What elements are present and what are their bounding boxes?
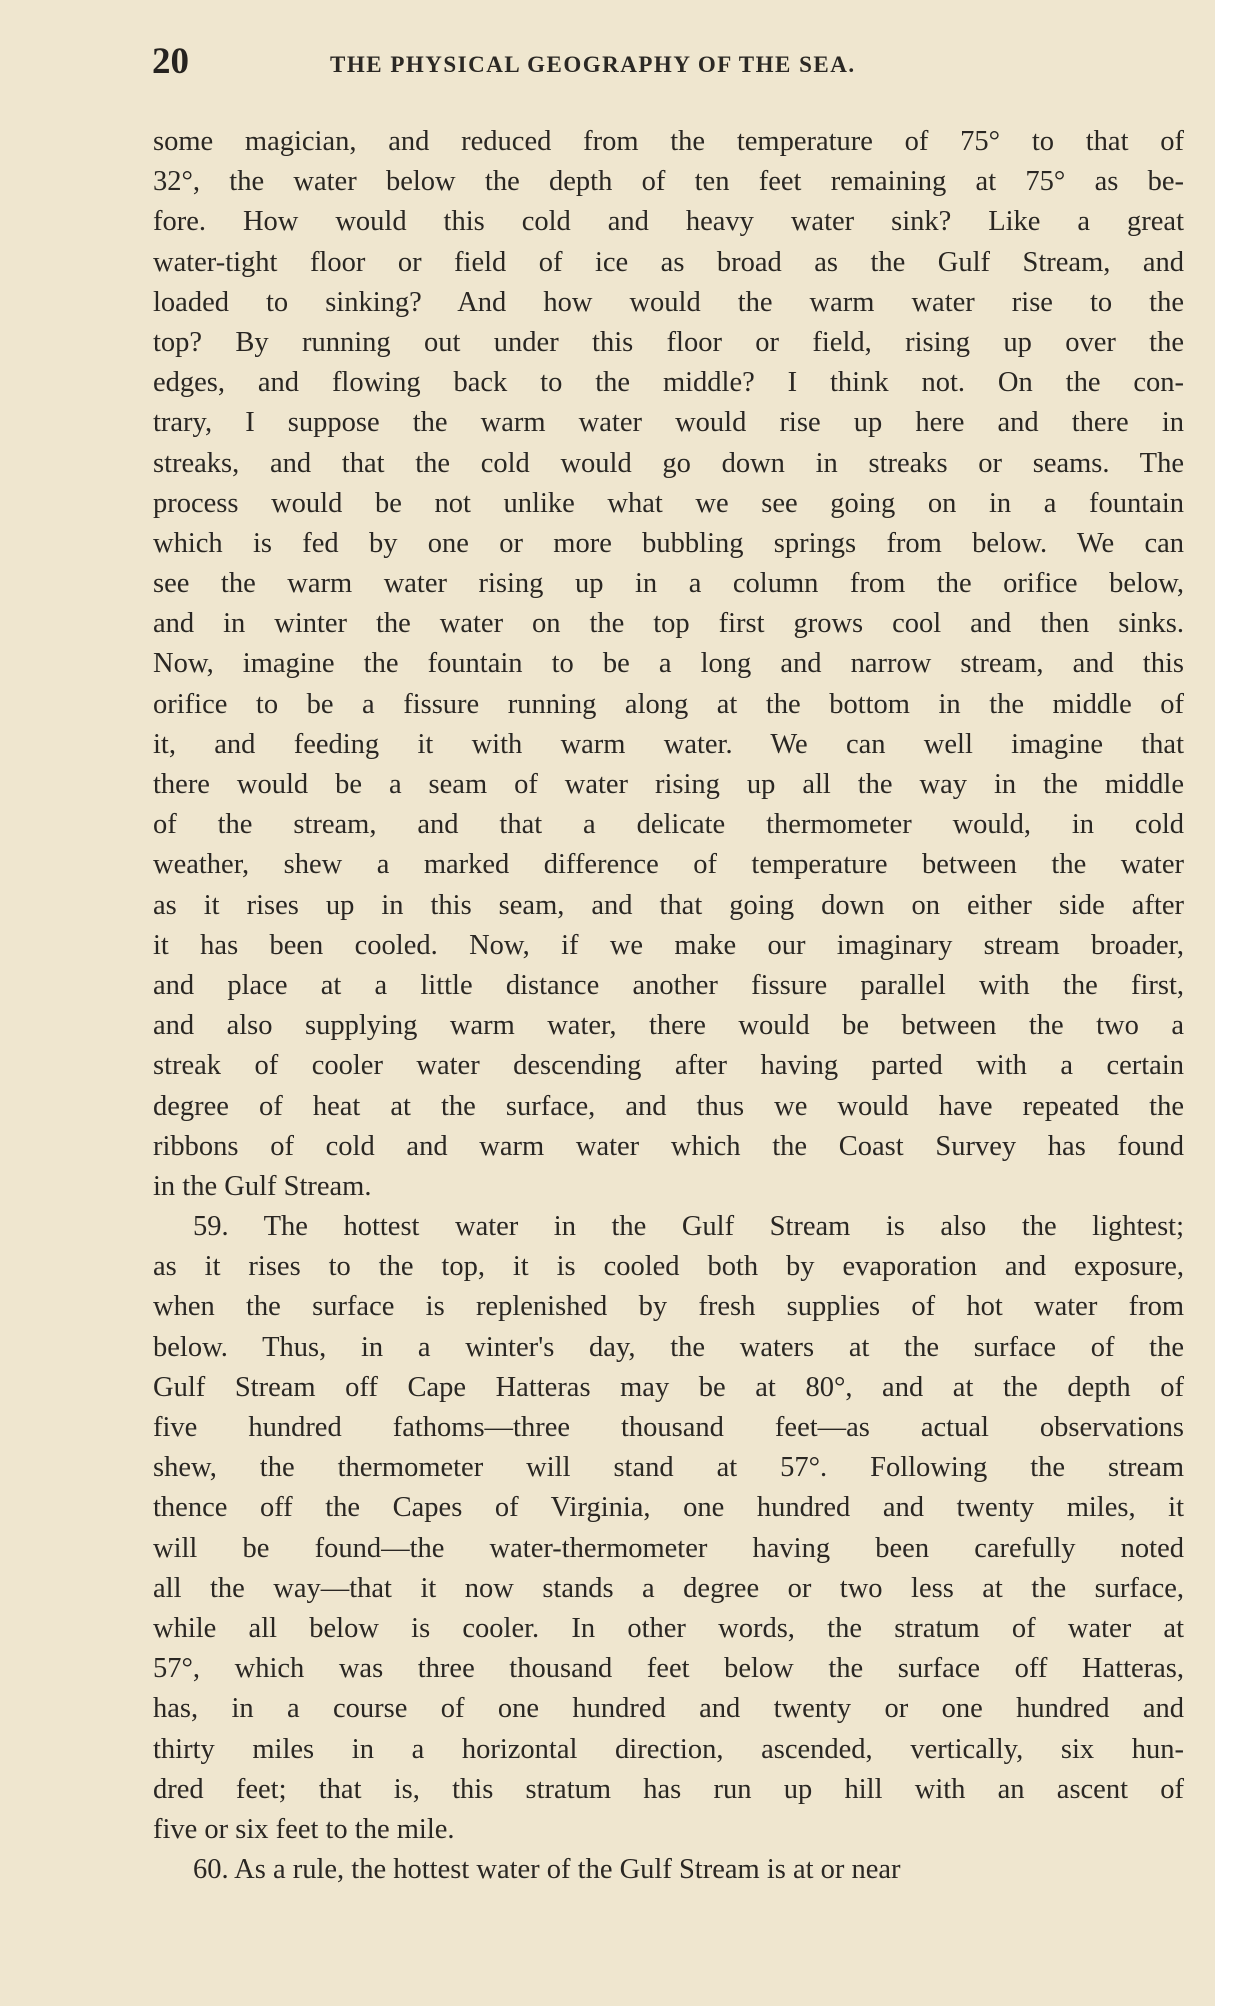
text-line: as it rises to the top, it is cooled both by evaporation and exposure, (153, 1251, 1184, 1283)
text-line: 32°, the water below the depth of ten feet remaining at 75° as be- (153, 166, 1184, 198)
text-line: edges, and flowing back to the middle? I think not. On the con- (153, 367, 1184, 399)
text-line: weather, shew a marked difference of temperature between the water (153, 849, 1184, 881)
text-line: it, and feeding it with warm water. We can well imagine that (153, 728, 1184, 760)
text-line: while all below is cooler. In other words, the stratum of water at (153, 1612, 1184, 1644)
paragraph-start-line: 59. The hottest water in the Gulf Stream is also the lightest; (193, 1211, 1184, 1243)
paragraph-end-line: five or six feet to the mile. (153, 1813, 455, 1845)
text-line: thirty miles in a horizontal direction, ascended, vertically, six hun- (153, 1733, 1184, 1765)
text-line: it has been cooled. Now, if we make our imaginary stream broader, (153, 929, 1184, 961)
text-line: ribbons of cold and warm water which the Coast Survey has found (153, 1130, 1184, 1162)
text-line: see the warm water rising up in a column from the orifice below, (153, 568, 1184, 600)
text-line: as it rises up in this seam, and that going down on either side after (153, 889, 1184, 921)
text-line: and also supplying warm water, there would be between the two a (153, 1010, 1184, 1042)
page-edge (1215, 0, 1233, 2006)
paragraph-start-line: 60. As a rule, the hottest water of the Gulf Stream is at or near (193, 1854, 901, 1886)
text-line: orifice to be a fissure running along at the bottom in the middle of (153, 688, 1184, 720)
text-line: will be found—the water-thermometer having been carefully noted (153, 1532, 1184, 1564)
text-line: thence off the Capes of Virginia, one hundred and twenty miles, it (153, 1492, 1184, 1524)
text-line: fore. How would this cold and heavy water sink? Like a great (153, 206, 1184, 238)
text-line: and in winter the water on the top first grows cool and then sinks. (153, 608, 1184, 640)
text-line: degree of heat at the surface, and thus we would have repeated the (153, 1090, 1184, 1122)
text-line: and place at a little distance another fissure parallel with the first, (153, 969, 1184, 1001)
text-line: top? By running out under this floor or field, rising up over the (153, 326, 1184, 358)
text-line: there would be a seam of water rising up all the way in the middle (153, 769, 1184, 800)
body-text (153, 122, 1184, 1890)
text-line: when the surface is replenished by fresh supplies of hot water from (153, 1291, 1184, 1323)
text-line: which is fed by one or more bubbling springs from below. We can (153, 527, 1184, 559)
text-line: loaded to sinking? And how would the warm water rise to the (153, 286, 1184, 318)
text-line: below. Thus, in a winter's day, the waters at the surface of the (153, 1331, 1184, 1363)
text-line: all the way—that it now stands a degree or two less at the surface, (153, 1572, 1184, 1604)
running-title: THE PHYSICAL GEOGRAPHY OF THE SEA. (330, 52, 856, 77)
page-header (152, 40, 1197, 90)
text-line: has, in a course of one hundred and twenty or one hundred and (153, 1693, 1184, 1725)
text-line: streak of cooler water descending after having parted with a certain (153, 1050, 1184, 1082)
text-line: Now, imagine the fountain to be a long and narrow stream, and this (153, 648, 1184, 680)
text-line: water-tight floor or field of ice as broad as the Gulf Stream, and (153, 246, 1184, 278)
text-line: process would be not unlike what we see going on in a fountain (153, 487, 1184, 519)
text-line: Gulf Stream off Cape Hatteras may be at 80°, and at the depth of (153, 1371, 1184, 1403)
paragraph-end-line: in the Gulf Stream. (153, 1170, 372, 1202)
text-line: five hundred fathoms—three thousand feet—as actual observations (153, 1412, 1184, 1443)
text-line: of the stream, and that a delicate thermometer would, in cold (153, 809, 1184, 841)
text-line: 57°, which was three thousand feet below the surface off Hatteras, (153, 1653, 1184, 1685)
page-number: 20 (152, 41, 189, 82)
text-line: trary, I suppose the warm water would rise up here and there in (153, 407, 1184, 439)
text-line: shew, the thermometer will stand at 57°. Following the stream (153, 1452, 1184, 1484)
text-line: dred feet; that is, this stratum has run up hill with an ascent of (153, 1773, 1184, 1805)
text-line: streaks, and that the cold would go down in streaks or seams. The (153, 447, 1184, 479)
text-line: some magician, and reduced from the temperature of 75° to that of (153, 126, 1184, 157)
